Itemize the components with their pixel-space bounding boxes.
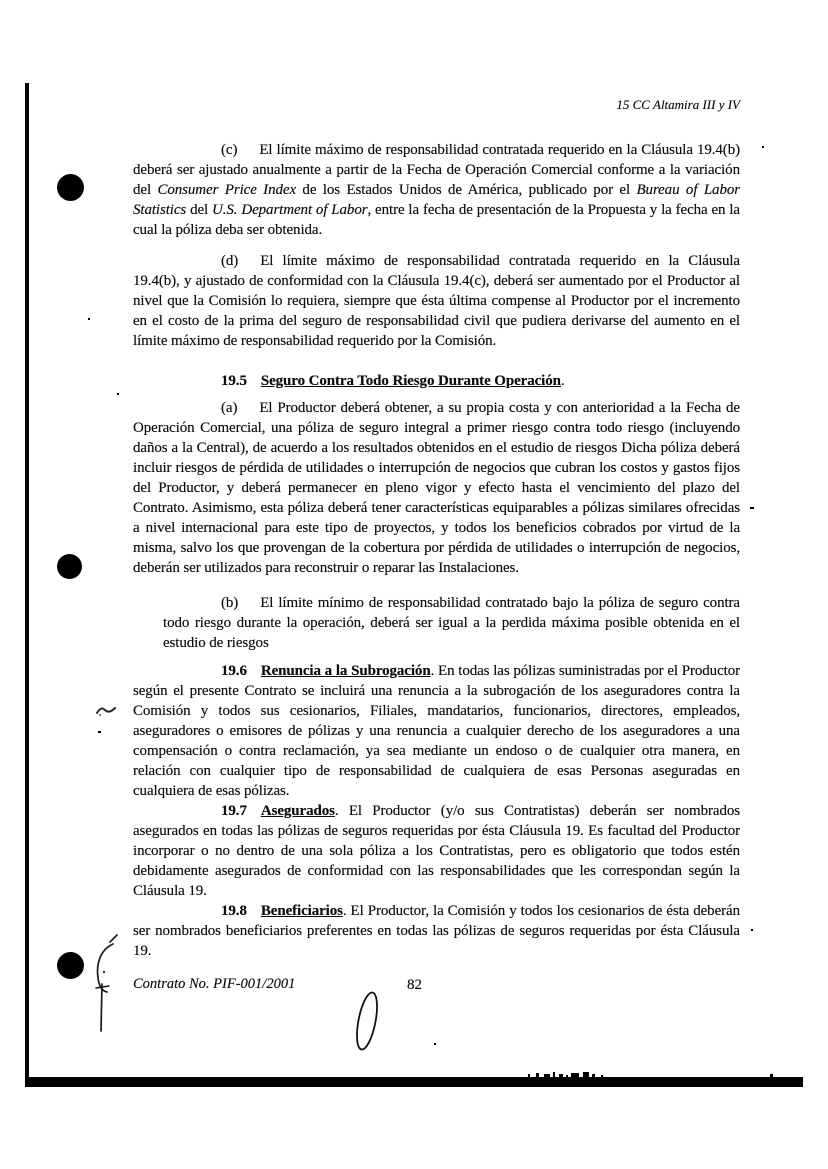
scan-bottom-bar [25, 1077, 803, 1087]
section-heading-19-5 [133, 371, 740, 391]
paragraph-text: El Productor deberá obtener, a su propia costa y con anterioridad a la Fecha de Operación Comercial, una póliza de seguro integral a primer riesgo contra todo riesgo (incluyendo daños a la Central), de acuerdo a los resultados obtenidos en el estudio de riesgos Dicha póliza deberá incluir riesgos de pérdida de utilidades o interrupción de negocios que cubran los costos y gastos fijos del Productor, y deberá permanecer en pleno vigor y efecto hasta el vencimiento del plazo del Contrato. Asimismo, esta póliza deberá tener características equiparables a pólizas similares ofrecidas a nivel internacional para este tipo de proyectos, y todos los beneficios cobrados por virtud de la misma, salvo los que provengan de la cobertura por pérdida de utilidades o interrupción de negocios, deberán ser utilizados para reconstruir o reparar las Instalaciones. [133, 400, 740, 576]
paragraph-text: de los Estados Unidos de América, publicado por el [296, 182, 637, 198]
paragraph-label: (a) [221, 400, 238, 416]
scan-left-edge-line [25, 83, 29, 1083]
section-19-8 [133, 901, 740, 961]
section-19-6 [133, 661, 740, 801]
punch-hole-dot-middle [57, 554, 82, 579]
paragraph-text: El límite máximo de responsabilidad contratada requerido en la Cláusula 19.4(b), y ajustado de conformidad con la Cláusula 19.4(c), deberá ser aumentado por el Productor al nivel que la Comisión lo requiera, siempre que ésta última compense al Productor por el incremento en el costo de la prima del seguro de responsabilidad civil que pudiera derivarse del aumento en el límite máximo de responsabilidad requerido por la Comisión. [133, 253, 740, 349]
scan-speck [434, 1043, 436, 1045]
scan-bar-tick [544, 1074, 550, 1077]
section-19-7 [133, 801, 740, 901]
scan-bar-tick [571, 1073, 579, 1077]
header-doc-ref: 15 CC Altamira III y IV [616, 97, 740, 112]
scan-speck [117, 393, 119, 395]
scan-bar-tick [528, 1074, 530, 1077]
section-title: Seguro Contra Todo Riesgo Durante Operación [260, 373, 561, 389]
scan-bar-tick [559, 1074, 563, 1077]
paragraph-text: del [186, 202, 213, 218]
scan-speck [750, 507, 754, 509]
paragraph-c [133, 140, 740, 240]
paragraph-d [133, 251, 740, 351]
section-number: 19.7 [221, 803, 247, 819]
scan-speck [88, 318, 90, 320]
section-title-period: . [334, 803, 349, 819]
scan-bar-tick [536, 1073, 539, 1077]
scan-bar-tick [770, 1074, 773, 1077]
paragraph-a [133, 398, 740, 578]
section-title-period: . [560, 373, 565, 389]
paragraph-text: El límite mínimo de responsabilidad contratado bajo la póliza de seguro contra todo riesgo durante la operación, deberá ser igual a la perdida máxima posible obtenida en el estudio de riesgos [163, 595, 740, 651]
section-title: Renuncia a la Subrogación [260, 663, 431, 679]
ink-smudge [96, 703, 118, 717]
scan-speck [762, 146, 764, 148]
scan-bar-tick [566, 1075, 568, 1077]
section-body: En todas las pólizas suministradas por el Productor según el presente Contrato se incluirá una renuncia a la subrogación de los aseguradores contra la Comisión y todos sus cesionarios, Filiales, mandatarios, funcionarios, directores, empleados, aseguradores o emisores de pólizas y una renuncia a cualquier derecho de los aseguradores a una compensación o contra reclamación, ya sea mediante un endoso o de cualquier otra manera, en relación con cualquier tipo de responsabilidad de cualquiera de esas Personas aseguradas en cualquiera de esas pólizas. [133, 663, 740, 799]
paragraph-label: (b) [221, 595, 239, 611]
section-title: Beneficiarios [260, 903, 343, 919]
section-number: 19.6 [221, 663, 247, 679]
scan-speck [98, 731, 101, 733]
punch-hole-dot-bottom [57, 952, 84, 979]
section-body: El Productor, la Comisión y todos los cesionarios de ésta deberán ser nombrados beneficiarios preferentes en todas las pólizas de seguros requeridas por ésta Cláusula 19. [133, 903, 740, 959]
paragraph-text: , entre la fecha de presentación de la Propuesta y la fecha en la cual la póliza deba ser obtenida. [133, 202, 740, 238]
section-title: Asegurados [260, 803, 335, 819]
paragraph-label: (c) [221, 142, 238, 158]
italic-term-cpi: Consumer Price Index [157, 182, 296, 198]
scan-speck [751, 929, 753, 931]
page-number: 82 [407, 977, 422, 993]
italic-term-usdol: U.S. Department of Labor [212, 202, 368, 218]
handwritten-margin-mark [86, 934, 122, 1034]
section-title-period: . [430, 663, 439, 679]
scan-bar-tick [601, 1075, 603, 1077]
scan-bar-tick [592, 1074, 595, 1077]
pen-stroke-mark [344, 988, 388, 1056]
paragraph-text: El límite máximo de responsabilidad contratada requerido en la Cláusula 19.4(b) deberá ser ajustado anualmente a partir de la Fecha de Operación Comercial conforme a la variación del [133, 142, 740, 198]
section-title-period: . [342, 903, 351, 919]
paragraph-b [163, 593, 740, 653]
scan-bar-tick [583, 1072, 589, 1077]
section-number: 19.8 [221, 903, 247, 919]
scan-bar-tick [553, 1072, 555, 1077]
section-body: El Productor (y/o sus Contratistas) deberán ser nombrados asegurados en todas las pólizas de seguros requeridas por ésta Cláusula 19. Es facultad del Productor incorporar o no dentro de una sola póliza a los Contratistas, pero es obligatorio que todos estén debidamente asegurados de conformidad con las responsabilidades que les correspondan según la Cláusula 19. [133, 803, 740, 899]
footer-contract-no: Contrato No. PIF-001/2001 [133, 976, 296, 992]
section-number: 19.5 [221, 373, 247, 389]
paragraph-label: (d) [221, 253, 239, 269]
italic-term-bls: Bureau of Labor Statistics [133, 182, 740, 218]
punch-hole-dot-top [57, 174, 84, 201]
